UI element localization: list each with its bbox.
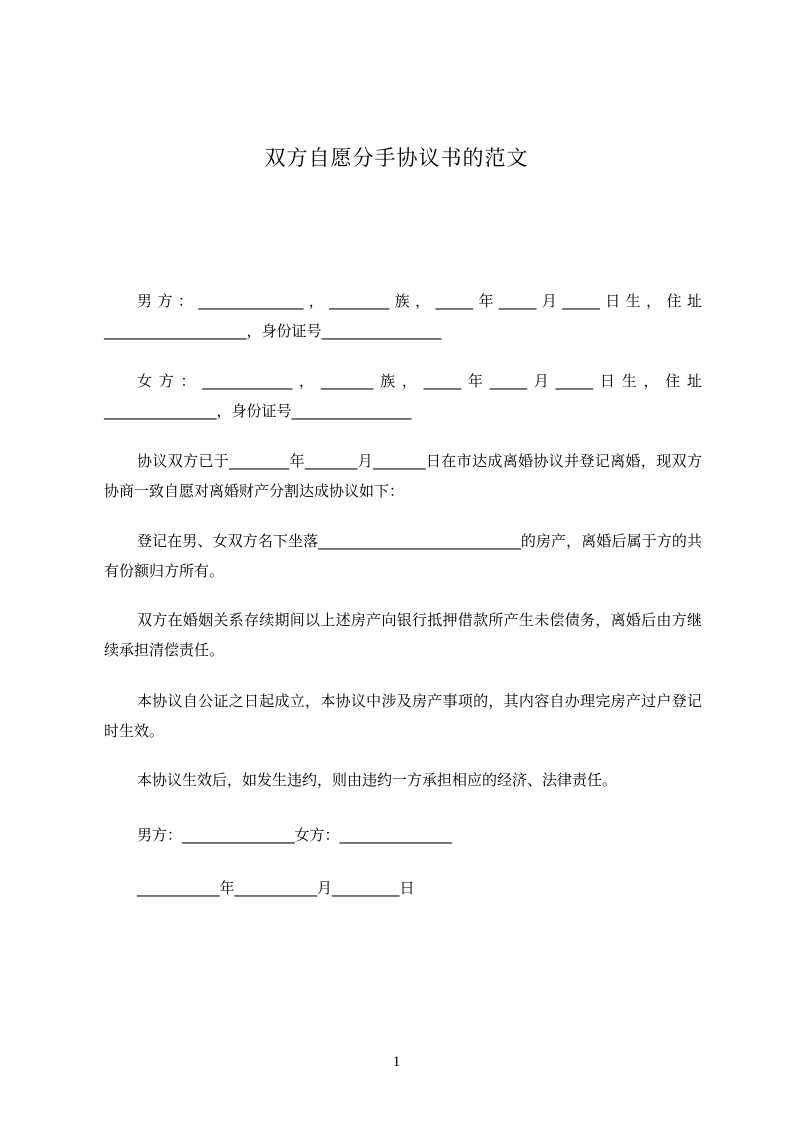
date-line: ___________年___________月_________日: [137, 879, 415, 897]
signature-line: 男方：_______________女方：_______________: [137, 826, 453, 844]
property-clause-paragraph: 登记在男、女双方名下坐落___________________________的房产，离婚后属于方的共有份额归方所有。: [104, 532, 702, 580]
male-party-paragraph: 男方：______________，________族，_____年_____月_____日生，住址___________________，身份证号________________: [104, 292, 702, 340]
debt-clause-paragraph: 双方在婚姻关系存续期间以上述房产向银行抵押借款所产生未偿债务，离婚后由方继续承担清偿责任。: [104, 611, 702, 659]
document-title: 双方自愿分手协议书的范文: [264, 146, 529, 170]
effect-clause-paragraph: 本协议自公证之日起成立，本协议中涉及房产事项的，其内容自办理完房产过户登记时生效。: [104, 692, 702, 740]
agreement-intro-paragraph: 协议双方已于________年_______月_______日在市达成离婚协议并登记离婚，现双方协商一致自愿对离婚财产分割达成协议如下：: [104, 452, 702, 500]
female-party-paragraph: 女方：____________，_______族，_____年_____月_____日生，住址_______________，身份证号________________: [104, 372, 702, 420]
page-number: 1: [392, 1054, 401, 1070]
breach-clause-paragraph: 本协议生效后，如发生违约，则由违约一方承担相应的经济、法律责任。: [137, 771, 618, 789]
